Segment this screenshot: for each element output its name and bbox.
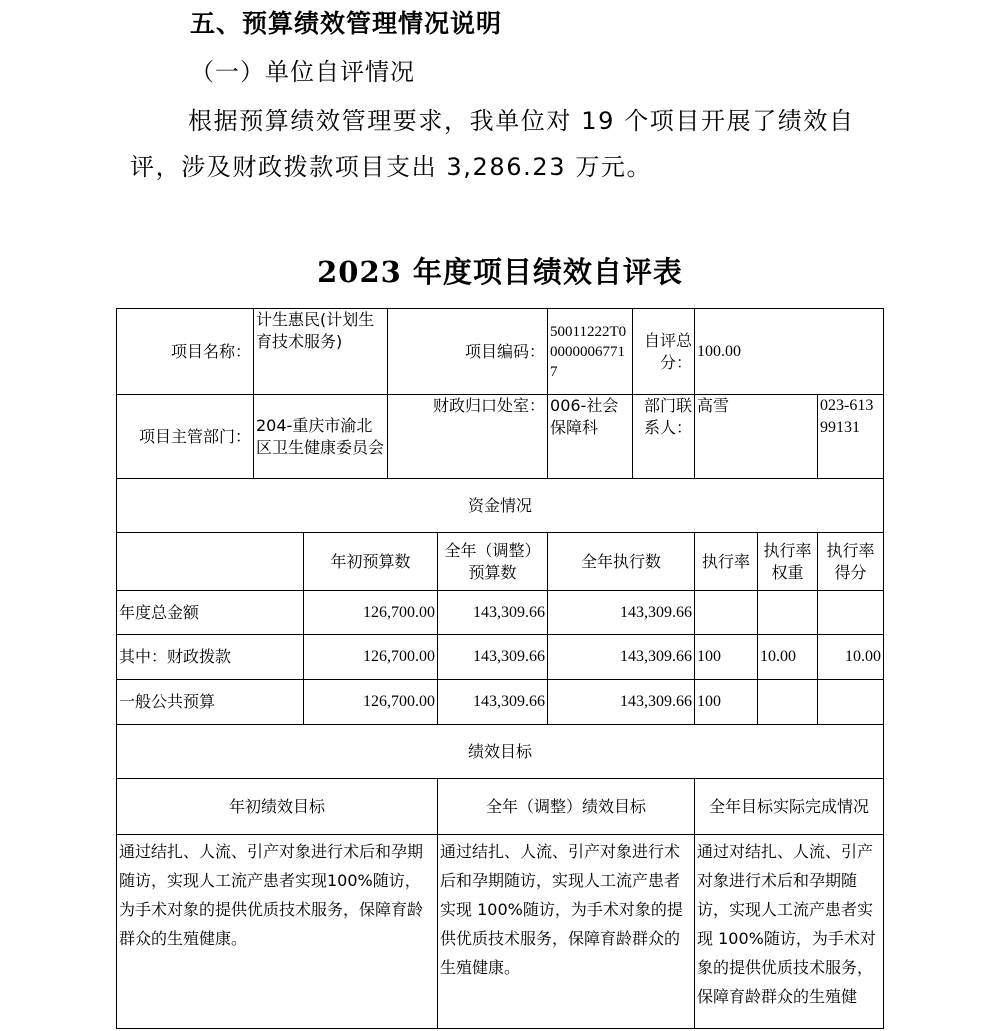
table-title: 2023 年度项目绩效自评表 [317,255,683,289]
funds-section-label: 资金情况 [117,479,884,533]
table-row [117,635,884,680]
section-heading: 五、预算绩效管理情况说明 [190,9,503,38]
phone-value: 023-61399131 [818,395,884,479]
funds-header-rate: 执行率 [695,533,758,591]
goals-header-adjusted: 全年（调整）绩效目标 [438,779,695,835]
funds-header-score: 执行率得分 [818,533,884,591]
table-row [117,680,884,725]
contact-value: 高雪 [695,395,818,479]
funds-row-adjusted: 143,309.66 [438,680,548,725]
score-value: 100.00 [695,309,884,395]
project-name-label: 项目名称： [117,309,254,395]
goals-header-initial: 年初绩效目标 [117,779,438,835]
funds-row-rate: 100 [695,635,758,680]
contact-label: 部门联系人： [633,395,695,479]
table-row [117,591,884,635]
funds-row-label: 一般公共预算 [117,680,304,725]
funds-row-score [818,680,884,725]
project-code-label: 项目编码： [388,309,548,395]
funds-row-executed: 143,309.66 [548,680,695,725]
funds-row-adjusted: 143,309.66 [438,591,548,635]
funds-row-budget: 126,700.00 [304,680,438,725]
dept-value: 204-重庆市渝北区卫生健康委员会 [254,395,388,479]
score-label: 自评总分： [633,309,695,395]
goals-section-label: 绩效目标 [117,725,884,779]
funds-row-executed: 143,309.66 [548,635,695,680]
office-value: 006-社会保障科 [548,395,633,479]
intro-paragraph-text: 根据预算绩效管理要求，我单位对 19 个项目开展了绩效自评，涉及财政拨款项目支出 3,286.23 万元。 [130,107,855,181]
project-name-value: 计生惠民(计划生育技术服务) [254,309,388,395]
goals-adjusted-text: 通过结扎、人流、引产对象进行术后和孕期随访，实现人工流产患者实现 100%随访，为手术对象的提供优质技术服务，保障育龄群众的生殖健康。 [438,835,695,1029]
funds-header-adjusted: 全年（调整）预算数 [438,533,548,591]
goals-actual-text: 通过对结扎、人流、引产对象进行术后和孕期随访，实现人工流产患者实现 100%随访，为手术对象的提供优质技术服务，保障育龄群众的生殖健 [695,835,884,1029]
funds-row-executed: 143,309.66 [548,591,695,635]
goals-header-actual: 全年目标实际完成情况 [695,779,884,835]
funds-row-rate [695,591,758,635]
section-subheading: （一）单位自评情况 [190,58,415,86]
funds-row-budget: 126,700.00 [304,635,438,680]
dept-label: 项目主管部门： [117,395,254,479]
funds-header-weight: 执行率权重 [758,533,818,591]
funds-row-label: 其中：财政拨款 [117,635,304,680]
funds-header-budget: 年初预算数 [304,533,438,591]
funds-row-budget: 126,700.00 [304,591,438,635]
funds-row-rate: 100 [695,680,758,725]
project-code-value: 50011222T000000067717 [548,309,633,395]
funds-header-blank [117,533,304,591]
funds-row-score: 10.00 [818,635,884,680]
funds-row-score [818,591,884,635]
goals-initial-text: 通过结扎、人流、引产对象进行术后和孕期随访，实现人工流产患者实现100%随访，为手术对象的提供优质技术服务，保障育龄群众的生殖健康。 [117,835,438,1029]
intro-paragraph [130,98,890,190]
funds-row-weight: 10.00 [758,635,818,680]
funds-row-label: 年度总金额 [117,591,304,635]
office-label: 财政归口处室： [388,395,548,479]
funds-row-adjusted: 143,309.66 [438,635,548,680]
funds-row-weight [758,680,818,725]
funds-row-weight [758,591,818,635]
funds-header-executed: 全年执行数 [548,533,695,591]
performance-table [116,308,884,1029]
